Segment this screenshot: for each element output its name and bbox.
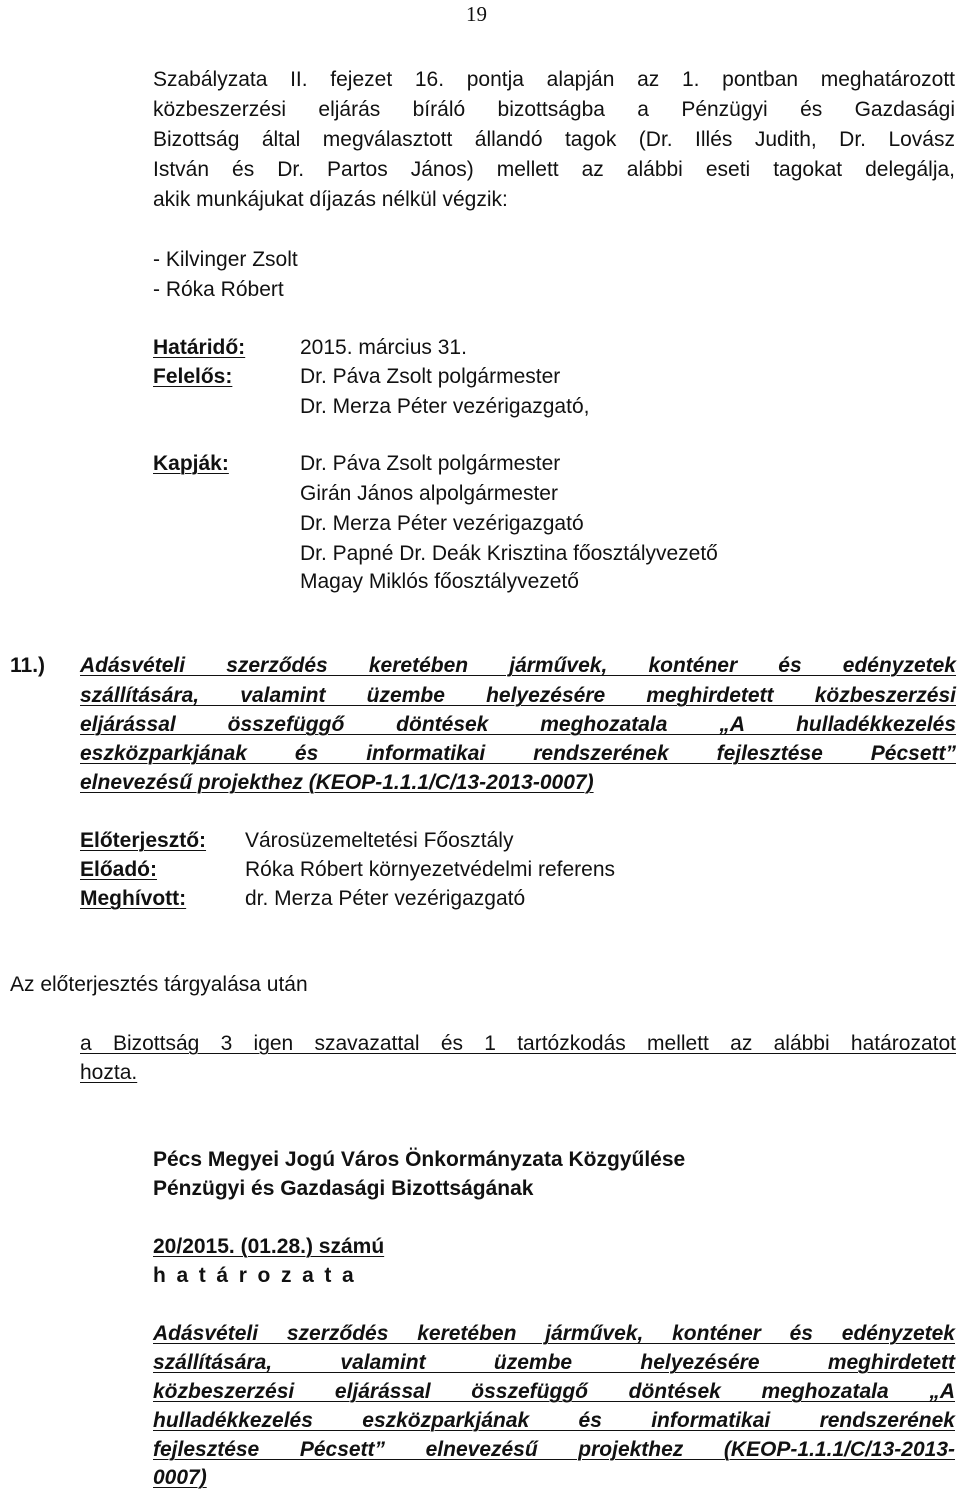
deadline-value: 2015. március 31. — [300, 336, 467, 359]
deadline-label: Határidő: — [153, 336, 246, 359]
responsible-value: Dr. Páva Zsolt polgármester — [300, 365, 561, 388]
intro-line: Szabályzata II. fejezet 16. pontja alapján az 1. pontban meghatározott — [153, 68, 955, 91]
member-item: - Kilvinger Zsolt — [153, 248, 298, 271]
recipient-item: Magay Miklós főosztályvezető — [300, 570, 579, 593]
resolution-title-line: hulladékkezelés eszközparkjának és informatikai rendszerének — [153, 1409, 955, 1432]
resolution-title-line: közbeszerzési eljárással összefüggő döntések meghozatala „A — [153, 1380, 955, 1403]
resolution-title-line: 0007) — [153, 1466, 207, 1489]
item-title-line: Adásvételi szerződés keretében járművek, konténer és edényzetek — [80, 654, 956, 677]
invited-value: dr. Merza Péter vezérigazgató — [245, 887, 526, 910]
resolution-body: Pénzügyi és Gazdasági Bizottságának — [153, 1177, 534, 1200]
intro-line: István és Dr. Partos János) mellett az alábbi eseti tagokat delegálja, — [153, 158, 955, 181]
page-number: 19 — [466, 2, 487, 26]
presenter-label: Előadó: — [80, 858, 157, 881]
recipient-item: Girán János alpolgármester — [300, 482, 558, 505]
resolution-title-line: fejlesztése Pécsett” elnevezésű projekthez (KEOP-1.1.1/C/13-2013- — [153, 1438, 955, 1461]
responsible-label: Felelős: — [153, 365, 233, 388]
item-title-line: eljárással összefüggő döntések meghozatala „A hulladékkezelés — [80, 713, 956, 736]
item-title-line: elnevezésű projekthez (KEOP-1.1.1/C/13-2013-0007) — [80, 771, 594, 794]
intro-line: Bizottság által megválasztott állandó tagok (Dr. Illés Judith, Dr. Lovász — [153, 128, 955, 151]
resolution-word: h a t á r o z a t a — [153, 1264, 357, 1287]
item-title-line: szállítására, valamint üzembe helyezésére meghirdetett közbeszerzési — [80, 684, 956, 707]
recipients-label: Kapják: — [153, 452, 229, 475]
resolution-title-line: szállítására, valamint üzembe helyezésére meghirdetett — [153, 1351, 955, 1374]
item-title-line: eszközparkjának és informatikai rendszerének fejlesztése Pécsett” — [80, 742, 956, 765]
recipient-item: Dr. Páva Zsolt polgármester — [300, 452, 561, 475]
item-number: 11.) — [10, 654, 46, 677]
resolution-number: 20/2015. (01.28.) számú — [153, 1235, 385, 1258]
intro-line: akik munkájukat díjazás nélkül végzik: — [153, 188, 508, 211]
resolution-title-line: Adásvételi szerződés keretében járművek, konténer és edényzetek — [153, 1322, 955, 1345]
submitter-value: Városüzemeltetési Főosztály — [245, 829, 514, 852]
presenter-value: Róka Róbert környezetvédelmi referens — [245, 858, 616, 881]
submitter-label: Előterjesztő: — [80, 829, 207, 852]
member-item: - Róka Róbert — [153, 278, 284, 301]
vote-line: hozta. — [80, 1061, 138, 1084]
after-discussion-text: Az előterjesztés tárgyalása után — [10, 973, 308, 996]
invited-label: Meghívott: — [80, 887, 187, 910]
vote-line: a Bizottság 3 igen szavazattal és 1 tartózkodás mellett az alábbi határozatot — [80, 1032, 956, 1055]
responsible-value: Dr. Merza Péter vezérigazgató, — [300, 395, 590, 418]
recipient-item: Dr. Papné Dr. Deák Krisztina főosztályvezető — [300, 542, 718, 565]
recipient-item: Dr. Merza Péter vezérigazgató — [300, 512, 584, 535]
intro-line: közbeszerzési eljárás bíráló bizottságba a Pénzügyi és Gazdasági — [153, 98, 955, 121]
resolution-body: Pécs Megyei Jogú Város Önkormányzata Közgyűlése — [153, 1148, 686, 1171]
